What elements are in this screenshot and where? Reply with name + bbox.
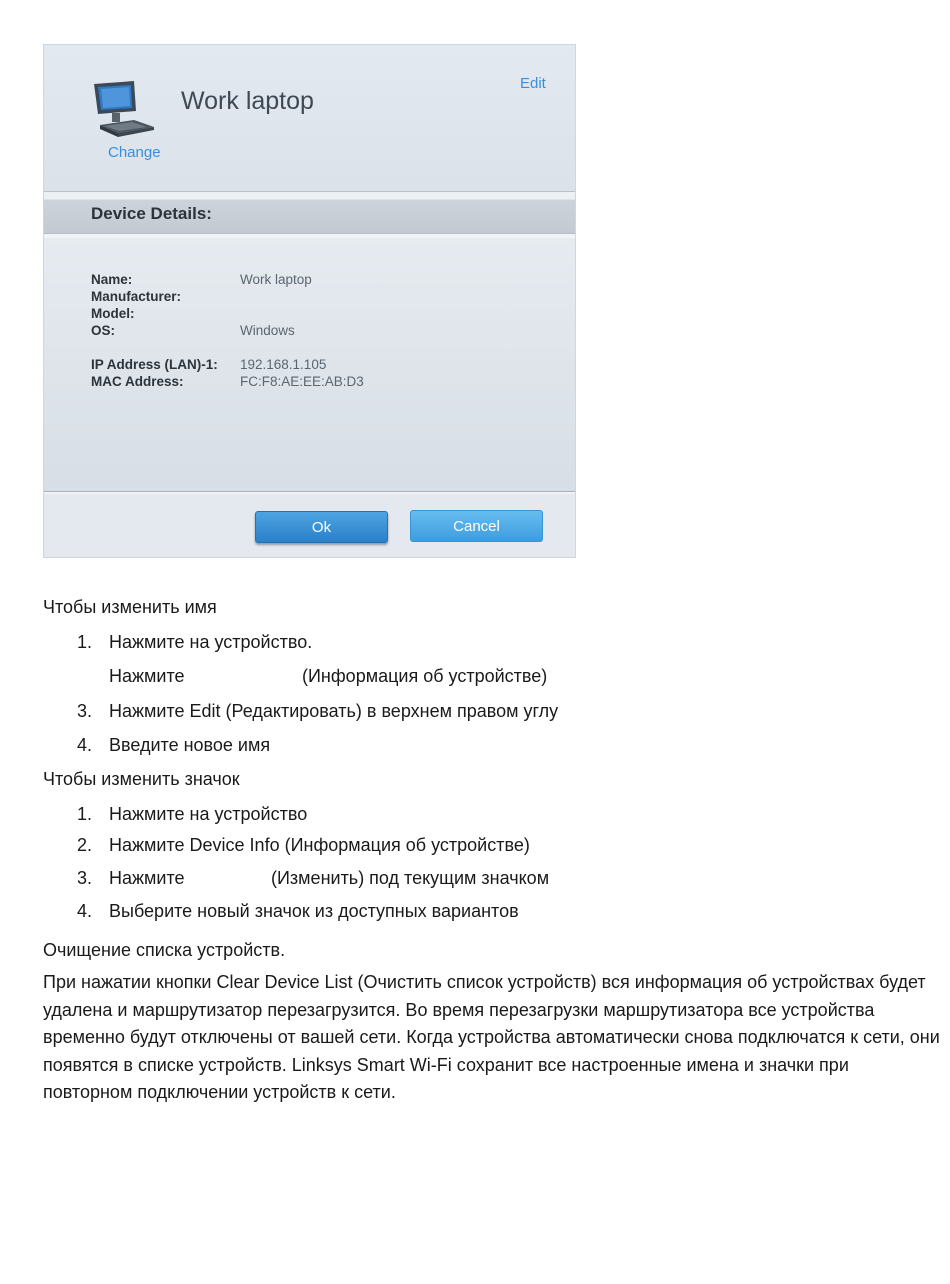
step-text: Нажмите Device Info (Информация об устройстве) (109, 835, 530, 855)
name-value: Work laptop (240, 272, 312, 287)
mac-label: MAC Address: (91, 374, 184, 389)
desktop-computer-icon[interactable] (92, 81, 154, 139)
change-icon-heading: Чтобы изменить значок (43, 769, 240, 789)
os-label: OS: (91, 323, 116, 338)
ok-button[interactable]: Ok (255, 511, 388, 543)
divider (44, 192, 575, 199)
mac-value: FC:F8:AE:EE:AB:D3 (240, 374, 364, 389)
step-number: 3. (77, 868, 93, 888)
change-icon-link[interactable]: Change (108, 144, 161, 161)
step-text: Нажмите (109, 868, 185, 888)
step-number: 3. (77, 701, 93, 721)
rename-heading: Чтобы изменить имя (43, 597, 217, 617)
clear-heading: Очищение списка устройств. (43, 940, 286, 960)
step-number: 4. (77, 735, 93, 755)
step-text: (Информация об устройстве) (302, 666, 548, 686)
step-text: Нажмите Edit (Редактировать) в верхнем правом углу (109, 701, 559, 721)
device-title: Work laptop (181, 87, 314, 115)
step-text: Нажмите на устройство (109, 804, 308, 824)
clear-paragraph: При нажатии кнопки Clear Device List (Очистить список устройств) вся информация об устройствах будет удалена и маршрутизатор перезагрузится. Во время перезагрузки маршрутизатора все устройства временно будут отключены от вашей сети. Когда устройства автоматически снова подключатся к сети, они появятся в списке устройств. Linksys Smart Wi-Fi сохранит все настроенные имена и значки при повторном подключении устройств к сети. (43, 972, 940, 1103)
step-number: 1. (77, 632, 93, 652)
step-text: Нажмите на устройство. (109, 632, 313, 652)
edit-link[interactable]: Edit (520, 75, 546, 92)
cancel-button[interactable]: Cancel (410, 510, 543, 542)
step-text: (Изменить) под текущим значком (271, 868, 550, 888)
os-value: Windows (240, 323, 295, 338)
name-label: Name: (91, 272, 133, 287)
manufacturer-label: Manufacturer: (91, 289, 182, 304)
ip-label: IP Address (LAN)-1: (91, 357, 218, 372)
step-number: 2. (77, 835, 93, 855)
section-title: Device Details: (91, 204, 212, 223)
ip-value: 192.168.1.105 (240, 357, 327, 372)
step-text: Введите новое имя (109, 735, 271, 755)
model-label: Model: (91, 306, 135, 321)
step-text: Нажмите (109, 666, 185, 686)
step-number: 4. (77, 901, 93, 921)
step-number: 1. (77, 804, 93, 824)
device-details-dialog (43, 44, 576, 558)
step-text: Выберите новый значок из доступных вариантов (109, 901, 519, 921)
